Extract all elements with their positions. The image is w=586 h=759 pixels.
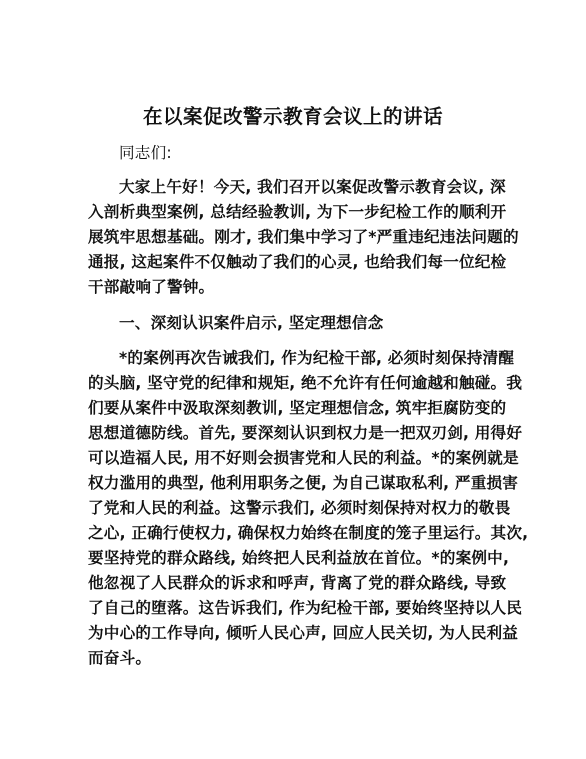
paragraph-line: 之心, 正确行使权力, 确保权力始终在制度的笼子里运行。其次, <box>88 524 529 542</box>
paragraph-line: 通报, 这起案件不仅触动了我们的心灵, 也给我们每一位纪检 <box>88 253 507 271</box>
paragraph-line: 他忽视了人民群众的诉求和呼声, 背离了党的群众路线, 导致 <box>88 574 507 592</box>
paragraph-line: 思想道德防线。首先, 要深刻认识到权力是一把双刃剑, 用得好 <box>88 424 523 442</box>
paragraph-line: *的案例再次告诫我们, 作为纪检干部, 必须时刻保持清醒 <box>119 349 515 367</box>
paragraph-line: 展筑牢思想基础。刚才, 我们集中学习了*严重违纪违法问题的 <box>88 228 519 246</box>
section-heading: 一、深刻认识案件启示, 坚定理想信念 <box>119 314 384 332</box>
paragraph-line: 为中心的工作导向, 倾听人民心声, 回应人民关切, 为人民利益 <box>88 624 519 642</box>
paragraph-line: 而奋斗。 <box>88 649 152 667</box>
paragraph-line: 可以造福人民, 用不好则会损害党和人民的利益。*的案例就是 <box>88 449 519 467</box>
paragraph-line: 们要从案件中汲取深刻教训, 坚定理想信念, 筑牢拒腐防变的 <box>88 399 507 417</box>
document-title: 在以案促改警示教育会议上的讲话 <box>142 105 443 128</box>
paragraph-line: 的头脑, 坚守党的纪律和规矩, 绝不允许有任何逾越和触碰。我 <box>88 374 523 392</box>
paragraph-line: 了党和人民的利益。这警示我们, 必须时刻保持对权力的敬畏 <box>88 499 511 517</box>
paragraph-line: 大家上午好！今天, 我们召开以案促改警示教育会议, 深 <box>119 178 506 196</box>
paragraph-line: 入剖析典型案例, 总结经验教训, 为下一步纪检工作的顺利开 <box>88 203 507 221</box>
paragraph-line: 权力滥用的典型, 他利用职务之便, 为自己谋取私利, 严重损害 <box>88 474 519 492</box>
salutation: 同志们: <box>119 144 172 162</box>
paragraph-line: 干部敲响了警钟。 <box>88 278 215 296</box>
paragraph-line: 了自己的堕落。这告诉我们, 作为纪检干部, 要始终坚持以人民 <box>88 599 523 617</box>
paragraph-line: 要坚持党的群众路线, 始终把人民利益放在首位。*的案例中, <box>88 549 510 567</box>
